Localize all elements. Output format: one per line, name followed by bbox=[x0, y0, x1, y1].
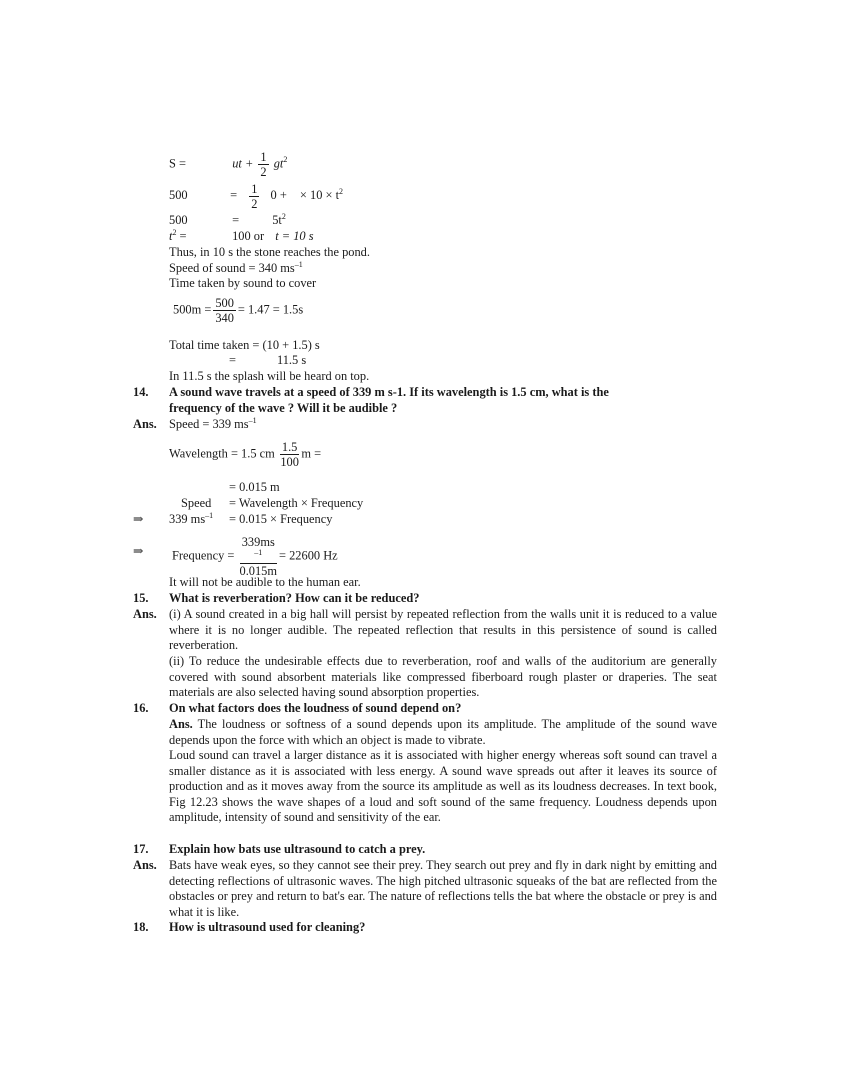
answer-label: Ans. bbox=[169, 717, 193, 731]
eq-wavelength: Wavelength = 1.5 cm $\frac{1.5}{100}$ m = bbox=[169, 440, 322, 469]
text-line: Total time taken = (10 + 1.5) s bbox=[169, 338, 320, 352]
answer-paragraph: Bats have weak eyes, so they cannot see their prey. They search out prey and fly in dark night by emitting and detecting reflections of ultrasonic waves. The high pitched ultrasonic squeaks of the bat are reflected from the obstacles or prey and return to bat's ear. The nature of reflections tells the bat where the obstacle or prey is and what it is like. bbox=[169, 858, 717, 919]
fraction-half: $\frac{1}{2}$ bbox=[251, 182, 258, 211]
answer-paragraph: (ii) To reduce the undesirable effects due to reverberation, roof and walls of the auditorium are generally covered with sound absorbent materials like compressed fiberboard rough plaster or draperies. The seat materials are also selected having sound absorption properties. bbox=[169, 654, 717, 700]
text-line: Time taken by sound to cover bbox=[169, 276, 317, 290]
question-number: 14. bbox=[133, 385, 149, 399]
implies-arrow: ⇒ bbox=[133, 544, 144, 558]
answer-label: Ans. bbox=[133, 417, 157, 431]
answer-label: Ans. bbox=[133, 607, 157, 621]
question-text: How is ultrasound used for cleaning? bbox=[169, 920, 366, 934]
eq-frequency: Frequency = 339ms $^{-1}$ 0.015m = 22600 Hz bbox=[172, 535, 338, 578]
text-line: = 0.015 m bbox=[229, 480, 280, 494]
eq-line-4: $t^2 = 100$ or t = 10 s bbox=[169, 227, 314, 243]
question-text: frequency of the wave ? Will it be audible ? bbox=[169, 401, 398, 415]
fraction-1.5-100: $\frac{1.5}{100}$ bbox=[280, 440, 299, 469]
eq-line-1: S = ut + $\frac{1}{2}$ $gt^2$ bbox=[169, 150, 288, 179]
question-text: Explain how bats use ultrasound to catch a prey. bbox=[169, 842, 426, 856]
fraction-frequency: 339ms $^{-1}$ 0.015m bbox=[239, 535, 278, 578]
answer-paragraph: Loud sound can travel a larger distance as it is associated with higher energy whereas soft sound can travel a smaller distance as it is associated with less energy. A sound wave spreads out after it leaves its source of production and as it moves away from the source its amplitude as well as its loudness decreases. In text book, Fig 12.23 shows the wave shapes of a loud and soft sound of the same frequency. Loudness depends upon amplitude, intensity of sound and sensitivity of the ear. bbox=[169, 748, 717, 825]
text-line: In 11.5 s the splash will be heard on top. bbox=[169, 369, 370, 383]
fraction-half: $\frac{1}{2}$ bbox=[260, 150, 267, 179]
question-number: 18. bbox=[133, 920, 149, 934]
question-number: 16. bbox=[133, 701, 149, 715]
question-number: 15. bbox=[133, 591, 149, 605]
answer-paragraph: (i) A sound created in a big hall will persist by repeated reflection from the walls unit it is reduced to a value where it is no longer audible. The repeated reflection that results in this persistence of sound is called reverberation. bbox=[169, 607, 717, 653]
eq-line-2: 500 = $\frac{1}{2}$ 0 + × $10 \times t^2$ bbox=[169, 182, 344, 211]
eq-time-sound: 500m = $\frac{500}{340}$ = 1.47 = 1.5s bbox=[173, 296, 304, 325]
text-line: Speed = Wavelength × Frequency bbox=[181, 496, 364, 510]
text-line: Thus, in 10 s the stone reaches the pond. bbox=[169, 245, 370, 259]
text-line: Speed = 339 $ms^{-1}$ bbox=[169, 415, 257, 431]
question-text: A sound wave travels at a speed of 339 m s-1. If its wavelength is 1.5 cm, what is the bbox=[169, 385, 609, 399]
text-line: It will not be audible to the human ear. bbox=[169, 575, 361, 589]
question-number: 17. bbox=[133, 842, 149, 856]
question-text: What is reverberation? How can it be reduced? bbox=[169, 591, 420, 605]
text-line: Speed of sound = 340 $ms^{-1}$ bbox=[169, 259, 303, 275]
text-line: 339 $ms^{-1} = 0.015$ × Frequency bbox=[169, 510, 333, 526]
text-line: = 11.5 s bbox=[229, 353, 307, 367]
eq-line-3: $500 = 5t^2$ bbox=[169, 211, 286, 227]
answer-label: Ans. bbox=[133, 858, 157, 872]
fraction-500-340: $\frac{500}{340}$ bbox=[215, 296, 234, 325]
implies-arrow: ⇒ bbox=[133, 512, 144, 526]
answer-paragraph: Ans. The loudness or softness of a sound depends upon its amplitude. The amplitude of the sound wave depends upon the force with which an object is made to vibrate. bbox=[169, 717, 717, 747]
question-text: On what factors does the loudness of sound depend on? bbox=[169, 701, 462, 715]
